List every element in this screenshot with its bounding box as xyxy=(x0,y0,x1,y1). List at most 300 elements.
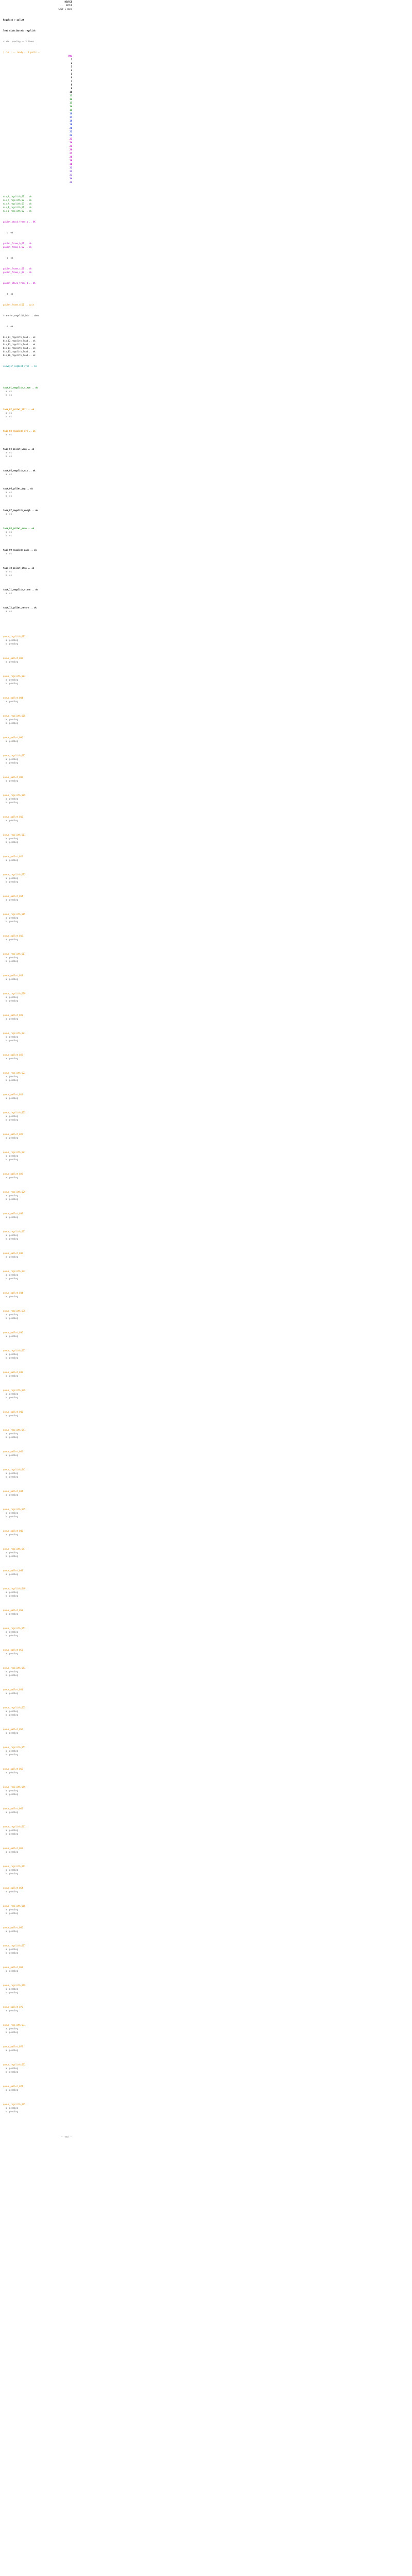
queue-subline: a pending xyxy=(3,859,18,861)
queue-subline: a pending xyxy=(3,1494,18,1496)
queue-subline: a pending xyxy=(3,1256,18,1258)
task-block xyxy=(3,386,72,397)
queue-title: queue_regolith_069 xyxy=(3,1984,26,1987)
queue-title: queue_pallet_036 xyxy=(3,1331,23,1334)
task-block xyxy=(3,429,72,436)
column-number: 13 xyxy=(70,101,72,104)
section-title: Regolith + pallet xyxy=(3,19,24,21)
count-label: Qty xyxy=(68,55,72,57)
task-block xyxy=(3,447,72,458)
queue-title: queue_regolith_041 xyxy=(3,1429,26,1431)
queue-block xyxy=(3,1450,72,1457)
queue-subline: a pending xyxy=(3,899,18,901)
queue-block xyxy=(3,2103,72,2113)
log-block xyxy=(3,292,72,296)
queue-block xyxy=(3,873,72,884)
queue-subline: a pending xyxy=(3,1512,18,1514)
queue-subline: b pending xyxy=(3,1317,18,1319)
queue-block xyxy=(3,1428,72,1439)
task-subline: a ok xyxy=(3,592,12,595)
queue-title: queue_regolith_051 xyxy=(3,1627,26,1630)
queue-block xyxy=(3,696,72,703)
task-subline: b ok xyxy=(3,455,12,457)
queue-subline: b pending xyxy=(3,999,18,1002)
queue-subline: a pending xyxy=(3,2067,18,2070)
task-title: task_02_pallet_lift .. ok xyxy=(3,408,35,411)
header-title-1: DEVICE xyxy=(64,1,72,3)
queue-subline: b pending xyxy=(3,1039,18,1042)
queue-subline: a pending xyxy=(3,1375,18,1377)
queue-title: queue_regolith_061 xyxy=(3,1825,26,1828)
queue-title: queue_pallet_056 xyxy=(3,1728,23,1731)
queue-title: queue_regolith_007 xyxy=(3,754,26,757)
queue-title: queue_pallet_042 xyxy=(3,1450,23,1453)
queue-block xyxy=(3,1190,72,1201)
column-number: 24 xyxy=(70,141,72,144)
queue-subline: a pending xyxy=(3,1115,18,1117)
queue-block xyxy=(3,2084,72,2092)
task-block xyxy=(3,469,72,476)
queue-title: queue_pallet_066 xyxy=(3,1926,23,1929)
queue-block xyxy=(3,974,72,981)
column-number: 26 xyxy=(70,148,72,151)
queue-subline: b pending xyxy=(3,1793,18,1795)
queue-block xyxy=(3,1706,72,1717)
queue-block xyxy=(3,1666,72,1677)
column-number: 2 xyxy=(71,62,72,64)
queue-title: queue_pallet_030 xyxy=(3,1212,23,1215)
queue-subline: b pending xyxy=(3,801,18,804)
queue-block xyxy=(3,2045,72,2052)
queue-subline: a pending xyxy=(3,639,18,641)
log-line: bin_05_regolith_load .. ok xyxy=(3,350,36,353)
queue-title: queue_regolith_025 xyxy=(3,1111,26,1114)
queue-title: queue_pallet_050 xyxy=(3,1609,23,1612)
queue-subline: a pending xyxy=(3,1313,18,1316)
log-line: bin_02_regolith_load .. ok xyxy=(3,340,36,342)
task-subline: a ok xyxy=(3,610,12,613)
queue-subline: a pending xyxy=(3,1216,18,1218)
task-block xyxy=(3,606,72,613)
queue-subline: a pending xyxy=(3,1057,18,1060)
log-viewer xyxy=(0,0,72,2139)
queue-block xyxy=(3,1587,72,1598)
queue-subline: b pending xyxy=(3,1674,18,1676)
queue-subline: a pending xyxy=(3,1234,18,1236)
log-line: pallet_stack_frame_d .. OK xyxy=(3,282,36,284)
queue-block xyxy=(3,1291,72,1298)
header-title-3: STEP 1 done xyxy=(58,8,72,10)
queue-subline: a pending xyxy=(3,938,18,941)
queue-title: queue_pallet_016 xyxy=(3,935,23,937)
queue-block xyxy=(3,1013,72,1021)
queue-subline: a pending xyxy=(3,1811,18,1814)
queue-title: queue_pallet_004 xyxy=(3,697,23,699)
task-subline: b ok xyxy=(3,394,12,396)
queue-subline: b pending xyxy=(3,2110,18,2113)
queue-subline: b pending xyxy=(3,1396,18,1399)
queue-subline: a pending xyxy=(3,1353,18,1355)
queue-subline: a pending xyxy=(3,2107,18,2109)
queue-block xyxy=(3,1529,72,1536)
queue-block xyxy=(3,793,72,804)
log-line: pallet_frame_c_02 .. ok xyxy=(3,271,32,274)
queue-subline: b pending xyxy=(3,722,18,724)
queue-block xyxy=(3,635,72,646)
task-subline: b ok xyxy=(3,495,12,497)
queue-subline: a pending xyxy=(3,1988,18,1990)
column-number: 4 xyxy=(71,69,72,72)
queue-title: queue_pallet_058 xyxy=(3,1768,23,1770)
queue-title: queue_regolith_001 xyxy=(3,635,26,638)
log-line: c ok xyxy=(3,257,13,259)
queue-title: queue_regolith_027 xyxy=(3,1151,26,1154)
queue-subline: a pending xyxy=(3,1732,18,1734)
queue-subline: b pending xyxy=(3,642,18,645)
log-line: bin_04_regolith_load .. ok xyxy=(3,347,36,349)
queue-block xyxy=(3,934,72,941)
queue-title: queue_regolith_011 xyxy=(3,834,26,836)
queue-block xyxy=(3,1489,72,1497)
queue-subline: a pending xyxy=(3,956,18,959)
queue-subline: a pending xyxy=(3,1789,18,1792)
task-title: task_03_regolith_dry .. ok xyxy=(3,430,36,432)
task-title: task_09_regolith_pack .. ok xyxy=(3,549,37,551)
queue-block xyxy=(3,1269,72,1280)
queue-subline: a pending xyxy=(3,1551,18,1554)
column-number: 15 xyxy=(70,109,72,111)
queue-block xyxy=(3,1251,72,1259)
queue-block xyxy=(3,674,72,685)
queue-subline: a pending xyxy=(3,1930,18,1933)
queue-subline: b pending xyxy=(3,880,18,883)
queue-block xyxy=(3,1410,72,1417)
queue-title: queue_regolith_031 xyxy=(3,1230,26,1233)
queue-title: queue_regolith_035 xyxy=(3,1310,26,1312)
queue-subline: a pending xyxy=(3,798,18,800)
queue-block xyxy=(3,1230,72,1241)
queue-subline: a pending xyxy=(3,1454,18,1456)
queue-title: queue_regolith_049 xyxy=(3,1587,26,1590)
queue-subline: b pending xyxy=(3,1118,18,1121)
log-block xyxy=(3,335,72,357)
queue-subline: a pending xyxy=(3,1432,18,1435)
queue-block xyxy=(3,1825,72,1836)
header-title-2: SETUP xyxy=(65,4,72,7)
column-number: 27 xyxy=(70,152,72,155)
queue-subline: b pending xyxy=(3,1357,18,1359)
task-block xyxy=(3,509,72,516)
queue-subline: a pending xyxy=(3,1472,18,1475)
subheader: load distributed: regolith xyxy=(3,29,36,32)
queue-title: queue_pallet_072 xyxy=(3,2045,23,2048)
queue-subline: b pending xyxy=(3,1872,18,1875)
log-block xyxy=(3,303,72,307)
log-line: bin_03_regolith_load .. ok xyxy=(3,343,36,346)
queue-block xyxy=(3,1944,72,1955)
task-block xyxy=(3,527,72,537)
queue-title: queue_pallet_020 xyxy=(3,1014,23,1016)
task-title: task_05_regolith_mix .. ok xyxy=(3,469,36,472)
queue-subline: a pending xyxy=(3,660,18,663)
queue-subline: a pending xyxy=(3,1018,18,1020)
queue-block xyxy=(3,833,72,844)
queue-subline: a pending xyxy=(3,1137,18,1139)
queue-title: queue_pallet_010 xyxy=(3,816,23,818)
log-line: pallet_frame_b_02 .. ok xyxy=(3,246,32,248)
queue-title: queue_regolith_047 xyxy=(3,1548,26,1550)
meta-line: state: pending -- 3 items xyxy=(3,40,35,43)
queue-title: queue_pallet_014 xyxy=(3,895,23,897)
queue-subline: a pending xyxy=(3,1710,18,1713)
queue-block xyxy=(3,855,72,862)
column-number: 18 xyxy=(70,120,72,122)
task-subline: a ok xyxy=(3,552,12,555)
queue-title: queue_regolith_045 xyxy=(3,1508,26,1511)
queue-title: queue_pallet_034 xyxy=(3,1292,23,1294)
column-number: 9 xyxy=(71,87,72,90)
queue-block xyxy=(3,2023,72,2034)
log-block xyxy=(3,267,72,274)
task-subline: a ok xyxy=(3,491,12,494)
queue-title: queue_pallet_022 xyxy=(3,1054,23,1056)
log-block xyxy=(3,325,72,328)
queue-block xyxy=(3,1785,72,1796)
task-block xyxy=(3,487,72,498)
queue-subline: a pending xyxy=(3,2089,18,2091)
queue-subline: b pending xyxy=(3,1952,18,1954)
queue-block xyxy=(3,1767,72,1774)
queue-title: queue_pallet_026 xyxy=(3,1133,23,1136)
queue-block xyxy=(3,1865,72,1875)
queue-block xyxy=(3,1388,72,1399)
queue-subline: a pending xyxy=(3,1908,18,1911)
queue-subline: a pending xyxy=(3,1670,18,1673)
task-subline: a ok xyxy=(3,473,12,476)
queue-block xyxy=(3,1965,72,1973)
column-number: 33 xyxy=(70,174,72,176)
queue-subline: b pending xyxy=(3,1912,18,1914)
queue-subline: a pending xyxy=(3,1533,18,1536)
highlight-line: [ run ] -- ready -- 2 parts -- xyxy=(3,51,41,54)
queue-subline: a pending xyxy=(3,1194,18,1197)
log-line: bin_06_regolith_load .. ok xyxy=(3,354,36,357)
queue-title: queue_regolith_015 xyxy=(3,913,26,916)
task-subline: a ok xyxy=(3,433,12,436)
queue-subline: b pending xyxy=(3,1238,18,1240)
column-number: 17 xyxy=(70,116,72,118)
task-subline: a ok xyxy=(3,513,12,515)
log-line: pallet_frame_c_01 .. ok xyxy=(3,267,32,270)
queue-subline: a pending xyxy=(3,1613,18,1615)
queue-subline: a pending xyxy=(3,1771,18,1774)
queue-block xyxy=(3,1150,72,1161)
log-line: mix_B_regolith_02 .. ok xyxy=(3,210,32,212)
column-number: 19 xyxy=(70,123,72,126)
queue-block xyxy=(3,1926,72,1933)
task-subline: a ok xyxy=(3,531,12,533)
queue-subline: a pending xyxy=(3,917,18,919)
task-title: task_08_pallet_scan .. ok xyxy=(3,527,35,530)
column-number: 25 xyxy=(70,145,72,147)
column-number: 30 xyxy=(70,163,72,165)
queue-block xyxy=(3,912,72,923)
queue-subline: b pending xyxy=(3,1436,18,1438)
queue-subline: b pending xyxy=(3,1833,18,1835)
column-number: 22 xyxy=(70,134,72,137)
queue-subline: a pending xyxy=(3,819,18,822)
queue-block xyxy=(3,656,72,664)
queue-subline: a pending xyxy=(3,1393,18,1395)
log-line: transfer_regolith_bin .. done xyxy=(3,314,39,317)
queue-block xyxy=(3,1507,72,1518)
column-number: 6 xyxy=(71,76,72,79)
queue-title: queue_regolith_033 xyxy=(3,1270,26,1273)
queue-subline: b pending xyxy=(3,1714,18,1716)
queue-title: queue_regolith_055 xyxy=(3,1706,26,1709)
task-block xyxy=(3,548,72,555)
queue-subline: b pending xyxy=(3,841,18,843)
queue-title: queue_pallet_018 xyxy=(3,974,23,977)
queue-subline: a pending xyxy=(3,877,18,879)
task-title: task_07_regolith_weigh .. ok xyxy=(3,509,38,512)
queue-block xyxy=(3,1212,72,1219)
queue-subline: b pending xyxy=(3,960,18,962)
queue-subline: a pending xyxy=(3,2049,18,2052)
task-block xyxy=(3,408,72,418)
queue-title: queue_regolith_057 xyxy=(3,1746,26,1749)
column-number: 16 xyxy=(70,112,72,115)
queue-title: queue_regolith_017 xyxy=(3,953,26,955)
queue-subline: a pending xyxy=(3,1075,18,1078)
column-numbers-list xyxy=(3,58,72,184)
task-subline: b ok xyxy=(3,415,12,418)
queue-title: queue_pallet_074 xyxy=(3,2085,23,2088)
log-line: e ok xyxy=(3,325,13,328)
queue-title: queue_regolith_063 xyxy=(3,1865,26,1868)
queue-subline: b pending xyxy=(3,1158,18,1161)
queue-title: queue_regolith_043 xyxy=(3,1468,26,1471)
log-line: pallet_frame_b_01 .. ok xyxy=(3,242,32,245)
queue-subline: a pending xyxy=(3,1652,18,1655)
task-title: task_04_pallet_wrap .. ok xyxy=(3,448,35,450)
log-line: mix_B_regolith_01 .. ok xyxy=(3,206,32,209)
queue-subline: a pending xyxy=(3,2027,18,2030)
queue-subline: a pending xyxy=(3,1176,18,1179)
queue-title: queue_regolith_029 xyxy=(3,1191,26,1193)
log-line: pallet_stack_frame_a .. OK xyxy=(3,221,36,223)
queue-block xyxy=(3,714,72,725)
task-blocks xyxy=(3,386,72,624)
queue-block xyxy=(3,736,72,743)
queue-block xyxy=(3,1309,72,1320)
column-number: 12 xyxy=(70,98,72,100)
queue-block xyxy=(3,2005,72,2012)
queue-title: queue_pallet_044 xyxy=(3,1490,23,1493)
queue-block xyxy=(3,1172,72,1179)
queue-title: queue_regolith_003 xyxy=(3,675,26,677)
column-number: 29 xyxy=(70,159,72,162)
queue-block xyxy=(3,1349,72,1360)
log-block xyxy=(3,195,72,213)
queue-title: queue_pallet_012 xyxy=(3,855,23,858)
queue-title: queue_pallet_024 xyxy=(3,1093,23,1096)
task-title: task_06_pallet_tag .. ok xyxy=(3,487,33,490)
queue-subline: b pending xyxy=(3,1753,18,1756)
queue-title: queue_regolith_023 xyxy=(3,1072,26,1074)
queue-subline: a pending xyxy=(3,1573,18,1575)
log-line: b ok xyxy=(3,231,13,234)
queue-subline: a pending xyxy=(3,1274,18,1276)
log-block xyxy=(3,281,72,285)
queue-block xyxy=(3,1111,72,1122)
queue-block xyxy=(3,1468,72,1479)
column-number: 32 xyxy=(70,170,72,173)
column-number: 5 xyxy=(71,73,72,75)
column-number: 1 xyxy=(71,58,72,61)
column-number: 11 xyxy=(70,94,72,97)
queue-title: queue_pallet_060 xyxy=(3,1807,23,1810)
queue-subline: b pending xyxy=(3,1476,18,1478)
queue-subline: a pending xyxy=(3,837,18,840)
queue-block xyxy=(3,1053,72,1060)
queue-subline: b pending xyxy=(3,1515,18,1518)
queue-title: queue_pallet_062 xyxy=(3,1847,23,1850)
queue-title: queue_pallet_002 xyxy=(3,657,23,659)
queue-block xyxy=(3,992,72,1003)
queue-block xyxy=(3,1886,72,1893)
queue-block xyxy=(3,1984,72,1994)
queue-block xyxy=(3,2063,72,2074)
queue-subline: b pending xyxy=(3,1198,18,1200)
queue-subline: a pending xyxy=(3,1097,18,1099)
log-line: mix_A_regolith_01 .. ok xyxy=(3,195,32,198)
column-number: 3 xyxy=(71,65,72,68)
queue-block xyxy=(3,1727,72,1735)
queue-subline: a pending xyxy=(3,1970,18,1972)
queue-subline: a pending xyxy=(3,1631,18,1633)
queue-subline: a pending xyxy=(3,779,18,782)
queue-subline: a pending xyxy=(3,1295,18,1298)
queue-title: queue_regolith_009 xyxy=(3,794,26,796)
queue-subline: a pending xyxy=(3,1851,18,1853)
queue-subline: a pending xyxy=(3,1692,18,1694)
queue-title: queue_pallet_070 xyxy=(3,2006,23,2008)
queue-title: queue_regolith_073 xyxy=(3,2063,26,2066)
task-block xyxy=(3,588,72,595)
queue-title: queue_regolith_005 xyxy=(3,715,26,717)
column-number: 28 xyxy=(70,156,72,158)
queue-subline: b pending xyxy=(3,920,18,923)
queue-title: queue_pallet_064 xyxy=(3,1887,23,1889)
footer-end: -- end -- xyxy=(61,2136,72,2138)
queue-block xyxy=(3,1807,72,1814)
queue-subline: a pending xyxy=(3,1829,18,1832)
queue-title: queue_regolith_013 xyxy=(3,873,26,876)
task-subline: a ok xyxy=(3,451,12,454)
queue-block xyxy=(3,1688,72,1695)
queue-title: queue_pallet_068 xyxy=(3,1966,23,1969)
queue-block xyxy=(3,1547,72,1558)
queue-subline: a pending xyxy=(3,996,18,998)
task-subline: a ok xyxy=(3,570,12,573)
task-title: task_11_regolith_store .. ok xyxy=(3,588,38,591)
queue-subline: a pending xyxy=(3,1948,18,1951)
log-line: pallet_frame_d_01 .. wait xyxy=(3,303,35,306)
queue-subline: b pending xyxy=(3,1634,18,1637)
log-line: mix_A_regolith_02 .. ok xyxy=(3,199,32,201)
queue-subline: a pending xyxy=(3,2009,18,2012)
